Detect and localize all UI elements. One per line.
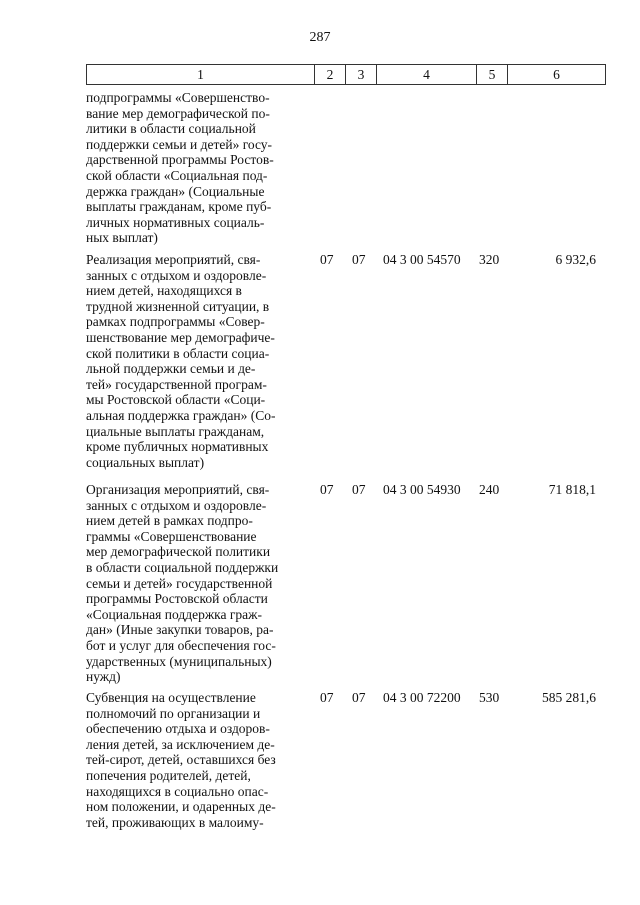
column-header-1: 1 [197, 67, 204, 82]
target-article-code: 04 3 00 54570 [383, 252, 461, 267]
column-header-4: 4 [376, 65, 476, 84]
row-description: Реализация мероприятий, свя- занных с отдыхом и оздоровле- нием детей, находящихся в трудной жизненной ситуации, в рамках подпрограммы «Совер- шенствование мер демографиче- ской политики в области социа- льной поддержки семьи и де- тей» государственной програм- мы Ростовской области «Соци- альная поддержка граждан» (Со- циальные выплаты гражданам, кроме публичных нормативных социальных выплат) [86, 252, 276, 470]
target-article-code: 04 3 00 54930 [383, 482, 461, 497]
expense-type-code: 240 [479, 482, 500, 497]
column-header-2: 2 [314, 65, 345, 84]
row-description: Организация мероприятий, свя- занных с отдыхом и оздоровле- нием детей в рамках подпро- граммы «Совершенствование мер демографической политики в области социальной поддержки семьи и детей» государственной программы Ростовской области «Социальная поддержка граж- дан» (Иные закупки товаров, ра- бот и услуг для обеспечения гос- ударственных (муниципальных) нужд) [86, 482, 279, 685]
amount-value: 585 281,6 [542, 690, 596, 705]
table-header-row [86, 64, 606, 85]
expense-type-code: 530 [479, 690, 500, 705]
column-header-6: 6 [507, 65, 605, 84]
column-header-3: 3 [345, 65, 376, 84]
subsection-code: 07 [352, 690, 366, 705]
row-description: Субвенция на осуществление полномочий по организации и обеспечению отдыха и оздоров- ления детей, за исключением де- тей-сирот, детей, оставшихся без попечения родителей, детей, находящихся в социально опас- ном положении, и одаренных де- тей, проживающих в малоиму- [86, 690, 276, 830]
section-code: 07 [320, 252, 334, 267]
amount-value: 6 932,6 [555, 252, 596, 267]
section-code: 07 [320, 482, 334, 497]
page-number: 287 [309, 30, 331, 45]
row-description: подпрограммы «Совершенство- вание мер демографической по- литики в области социальной поддержки семьи и детей» госу- дарственной программы Ростов- ской области «Социальная под- держка граждан» (Социальные выплаты гражданам, кроме пуб- личных нормативных социаль- ных выплат) [86, 90, 274, 246]
subsection-code: 07 [352, 482, 366, 497]
column-header-5: 5 [476, 65, 507, 84]
subsection-code: 07 [352, 252, 366, 267]
expense-type-code: 320 [479, 252, 500, 267]
section-code: 07 [320, 690, 334, 705]
target-article-code: 04 3 00 72200 [383, 690, 461, 705]
amount-value: 71 818,1 [548, 482, 596, 497]
